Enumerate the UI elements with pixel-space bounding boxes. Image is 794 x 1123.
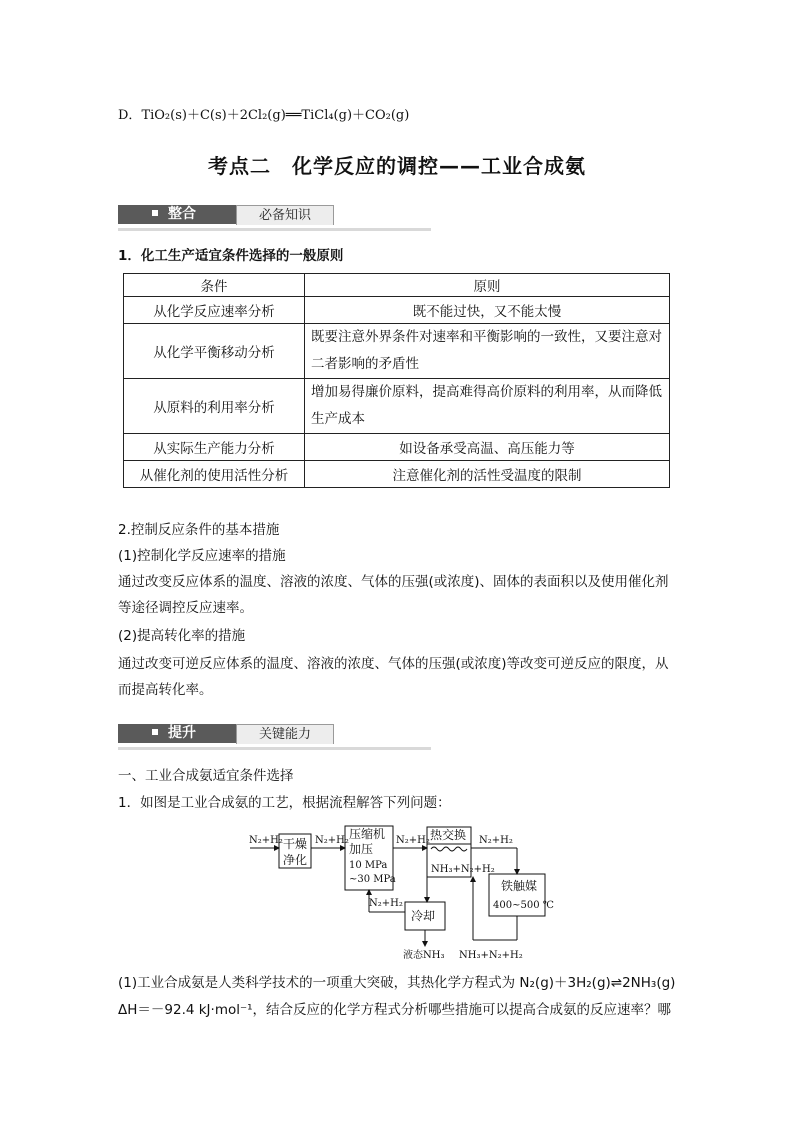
banner-dark-label: 整合	[168, 206, 196, 222]
page-title: 考点二 化学反应的调控——工业合成氨	[208, 154, 586, 178]
table-header-principle: 原则	[305, 274, 670, 297]
table-header-row	[124, 274, 670, 297]
square-bullet-icon	[152, 729, 158, 735]
banner-dark-label: 提升	[168, 725, 196, 741]
flow-label-pressure-low: 10 MPa	[349, 860, 388, 871]
flow-label-compressor: 压缩机	[349, 827, 386, 841]
banner-dark-tab	[118, 724, 236, 743]
flow-label-input-gas: N₂+H₂	[249, 835, 283, 846]
table-row	[124, 379, 670, 434]
table-cell-condition: 从化学反应速率分析	[124, 297, 305, 324]
table-cell-condition: 从催化剂的使用活性分析	[124, 461, 305, 488]
flow-label-temperature: 400~500 ℃	[493, 900, 554, 911]
question1-part1-line1: (1)工业合成氨是人类科学技术的一项重大突破，其热化学方程式为 N₂(g)＋3H₂(g)⇌2NH₃(g)	[118, 975, 676, 991]
sub2-heading: (2)提高转化率的措施	[118, 628, 246, 644]
flow-label-recycle-gas: N₂+H₂	[369, 898, 403, 909]
flow-label-right-gas: N₂+H₂	[479, 835, 513, 846]
table-cell-condition: 从化学平衡移动分析	[124, 324, 305, 379]
sub2-text: 通过改变可逆反应体系的温度、溶液的浓度、气体的压强(或浓度)等改变可逆反应的限度，从而提高转化率。	[118, 656, 669, 698]
option-d-label: D．	[118, 108, 142, 123]
table-header-condition: 条件	[124, 274, 305, 297]
coil-icon	[431, 847, 467, 851]
table-cell-principle: 注意催化剂的活性受温度的限制	[305, 461, 670, 488]
banner-rule	[118, 228, 431, 231]
section-banner-improve	[118, 722, 431, 750]
flow-label-liquid-ammonia: 液态NH₃	[403, 950, 445, 961]
table-row	[124, 297, 670, 324]
banner-light-label: 关键能力	[236, 724, 334, 744]
flow-label-pressurize: 加压	[349, 842, 374, 856]
section1-heading: 1．化工生产适宜条件选择的一般原则	[118, 248, 344, 264]
table-cell-condition: 从原料的利用率分析	[124, 379, 305, 434]
table-row	[124, 324, 670, 379]
flow-label-heat-exchange: 热交换	[430, 828, 467, 842]
banner-rule	[118, 747, 431, 750]
table-row	[124, 434, 670, 461]
part1-heading: 一、工业合成氨适宜条件选择	[118, 768, 294, 784]
flow-label-cool: 冷却	[411, 909, 436, 923]
square-bullet-icon	[152, 210, 158, 216]
option-d	[118, 104, 409, 123]
banner-dark-tab	[118, 205, 236, 224]
flow-label-after-compressor: N₂+H₂	[396, 835, 430, 846]
sub1-text: 通过改变反应体系的温度、溶液的浓度、气体的压强(或浓度)、固体的表面积以及使用催化剂等途径调控反应速率。	[118, 574, 669, 616]
question1-part1-line2: ΔH＝－92.4 kJ·mol⁻¹，结合反应的化学方程式分析哪些措施可以提高合成氨的反应速率？哪	[118, 1002, 672, 1018]
table-cell-condition: 从实际生产能力分析	[124, 434, 305, 461]
flow-label-mixture: NH₃+N₂+H₂	[431, 864, 495, 875]
table-cell-principle: 如设备承受高温、高压能力等	[305, 434, 670, 461]
flow-label-pressure-high: ~30 MPa	[349, 874, 396, 885]
flow-label-mid-gas: N₂+H₂	[315, 835, 349, 846]
principles-table	[123, 273, 670, 488]
flow-label-bottom-gas: NH₃+N₂+H₂	[459, 950, 523, 961]
option-d-equation: TiO₂(s)＋C(s)＋2Cl₂(g)══TiCl₄(g)＋CO₂(g)	[141, 108, 410, 123]
question1-text: 1．如图是工业合成氨的工艺，根据流程解答下列问题：	[118, 795, 451, 811]
banner-light-label: 必备知识	[236, 205, 334, 225]
sub1-heading: (1)控制化学反应速率的措施	[118, 548, 286, 564]
table-row	[124, 461, 670, 488]
section2-heading: 2.控制反应条件的基本措施	[118, 522, 280, 538]
table-cell-principle: 既要注意外界条件对速率和平衡影响的一致性，又要注意对二者影响的矛盾性	[305, 324, 670, 379]
table-cell-principle: 增加易得廉价原料，提高难得高价原料的利用率，从而降低生产成本	[305, 379, 670, 434]
section-banner-integration	[118, 203, 431, 231]
table-cell-principle: 既不能过快，又不能太慢	[305, 297, 670, 324]
flow-label-catalyst: 铁触媒	[501, 879, 538, 893]
ammonia-process-flowchart	[245, 822, 554, 964]
flow-label-dry: 干燥	[283, 837, 308, 851]
flow-label-purify: 净化	[283, 853, 308, 867]
